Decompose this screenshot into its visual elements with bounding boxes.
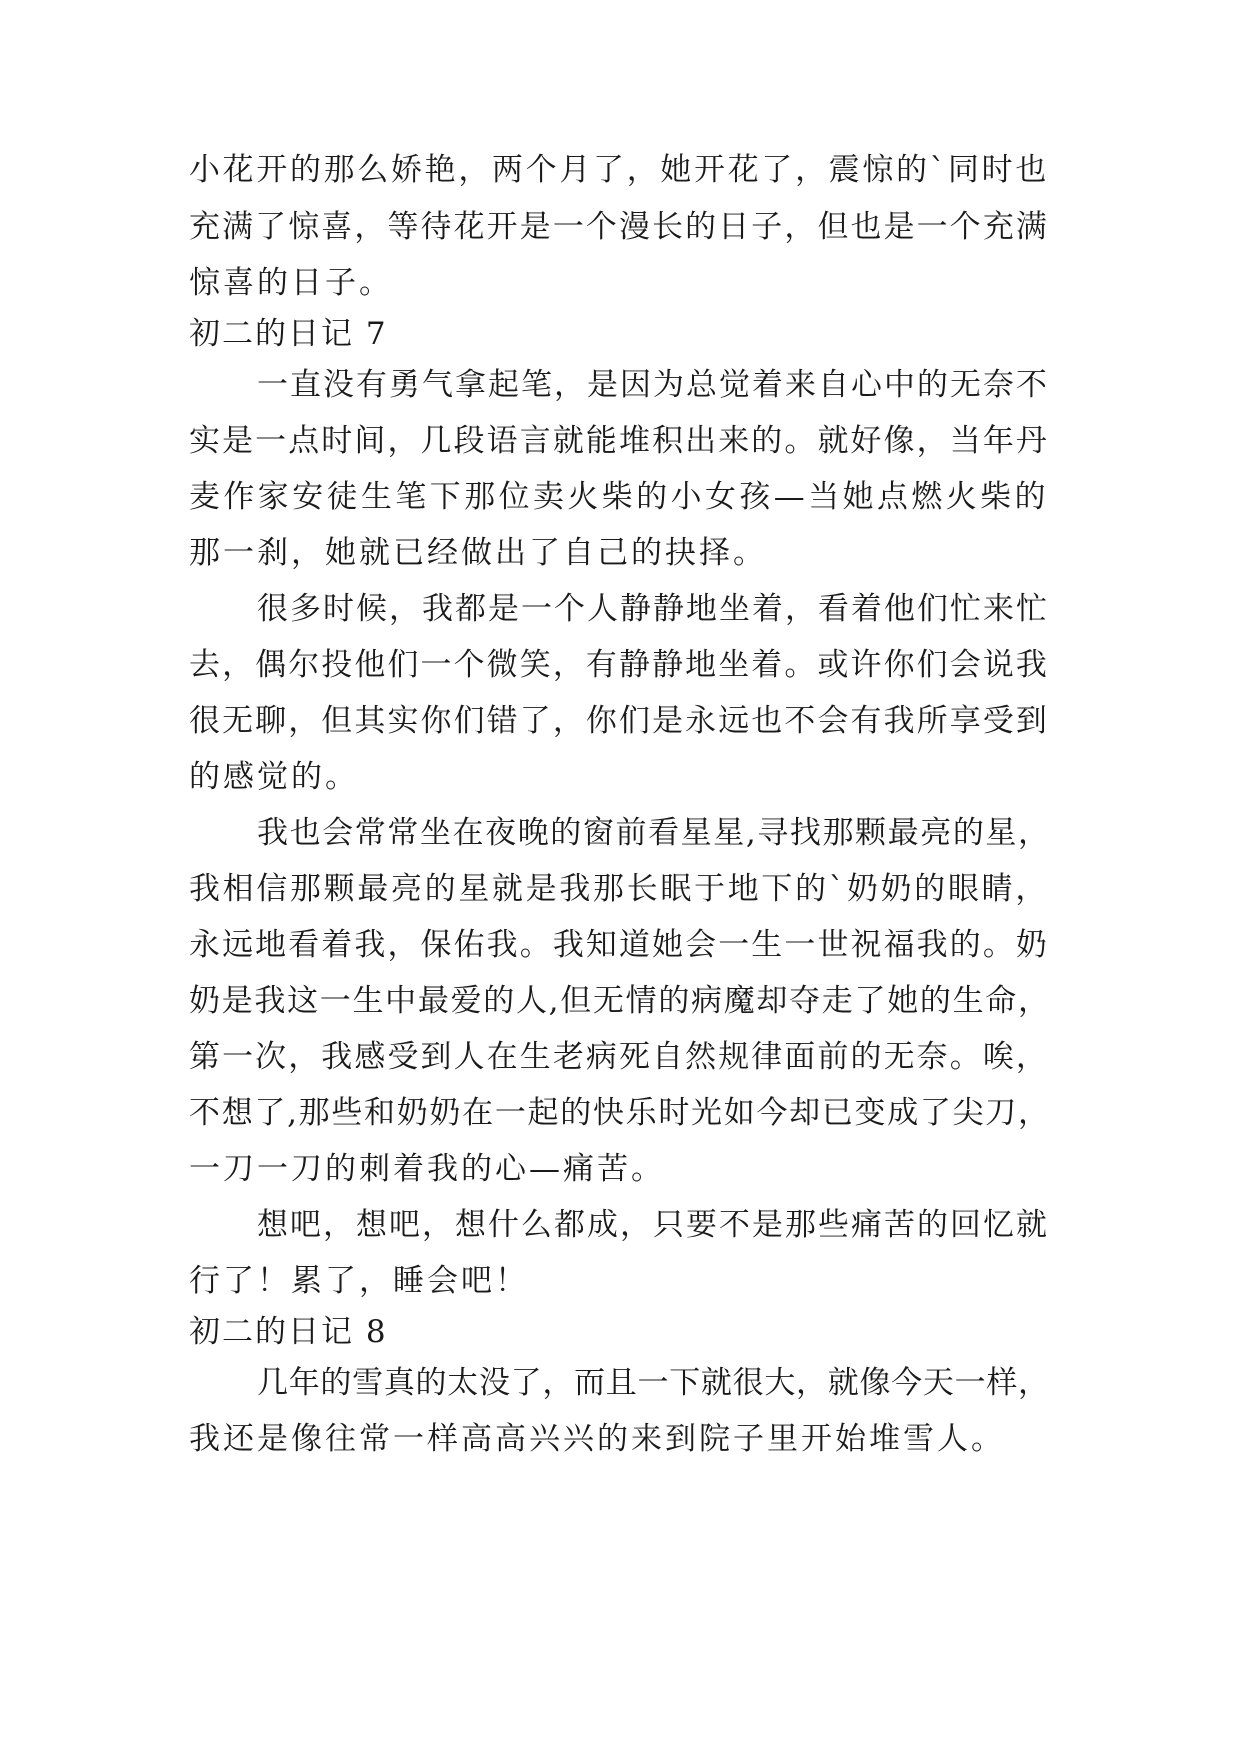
- text-content: 那一刹，她就已经做出了自己的抉择。: [189, 535, 767, 571]
- text-content: 一刀一刀的刺着我的心—痛苦。: [189, 1151, 665, 1187]
- text-line: [257, 1205, 1049, 1245]
- text-content: 不想了,那些和奶奶在一起的快乐时光如今却已变成了尖刀，: [189, 1095, 1051, 1131]
- text-content: 小花开的那么娇艳，两个月了，她开花了，震惊的`同时也: [189, 152, 1049, 188]
- text-content: 我也会常常坐在夜晚的窗前看星星,寻找那颗最亮的星，: [257, 815, 1051, 851]
- text-line: [189, 701, 1049, 741]
- text-content: 我相信那颗最亮的星就是我那长眠于地下的`奶奶的眼睛，: [189, 871, 1049, 907]
- text-content: 充满了惊喜，等待花开是一个漫长的日子，但也是一个充满: [189, 209, 1049, 245]
- text-line: [189, 207, 1049, 247]
- text-content: 的感觉的。: [189, 759, 359, 795]
- text-content: 想吧，想吧，想什么都成，只要不是那些痛苦的回忆就: [257, 1207, 1049, 1243]
- text-content: 实是一点时间，几段语言就能堆积出来的。就好像，当年丹: [189, 423, 1049, 459]
- text-content: 第一次，我感受到人在生老病死自然规律面前的无奈。唉，: [189, 1039, 1049, 1075]
- text-content: 去，偶尔投他们一个微笑，有静静地坐着。或许你们会说我: [189, 647, 1049, 683]
- text-line: [189, 1419, 1049, 1459]
- text-line: [189, 1093, 1049, 1133]
- text-line: [189, 263, 1049, 303]
- text-line: [189, 533, 1049, 573]
- text-line: [189, 150, 1049, 190]
- text-content: 奶是我这一生中最爱的人,但无情的病魔却夺走了她的生命，: [189, 983, 1051, 1019]
- text-line: [189, 925, 1049, 965]
- text-line: [257, 589, 1049, 629]
- text-content: 一直没有勇气拿起笔，是因为总觉着来自心中的无奈不: [257, 367, 1049, 403]
- text-content: 我还是像往常一样高高兴兴的来到院子里开始堆雪人。: [189, 1421, 1005, 1457]
- text-content: 惊喜的日子。: [189, 265, 393, 301]
- text-line: [189, 757, 1049, 797]
- text-line: [189, 1149, 1049, 1189]
- text-line: [189, 869, 1049, 909]
- text-line: [257, 1363, 1049, 1403]
- text-content: 行了！累了，睡会吧！: [189, 1263, 529, 1299]
- text-line: [189, 981, 1049, 1021]
- text-line: [189, 1261, 1049, 1301]
- text-line: [189, 477, 1049, 517]
- text-line: [189, 421, 1049, 461]
- text-content: 很无聊，但其实你们错了，你们是永远也不会有我所享受到: [189, 703, 1049, 739]
- section-heading: 初二的日记 7: [189, 316, 388, 352]
- text-content: 几年的雪真的太没了，而且一下就很大，就像今天一样，: [257, 1365, 1050, 1401]
- text-content: 很多时候，我都是一个人静静地坐着，看着他们忙来忙: [257, 591, 1049, 627]
- text-content: 永远地看着我，保佑我。我知道她会一生一世祝福我的。奶: [189, 927, 1049, 963]
- section-heading: 初二的日记 8: [189, 1314, 388, 1350]
- text-line: [257, 365, 1049, 405]
- text-line: [257, 813, 1049, 853]
- text-line: [189, 645, 1049, 685]
- text-line: [189, 1037, 1049, 1077]
- text-content: 麦作家安徒生笔下那位卖火柴的小女孩—当她点燃火柴的: [189, 479, 1049, 515]
